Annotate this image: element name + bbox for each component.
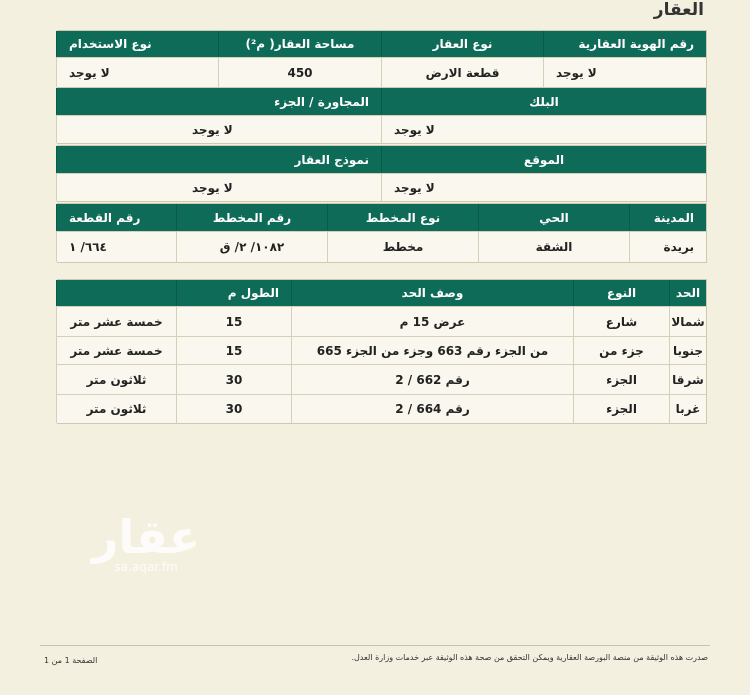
table-cell: من الجزء رقم 663 وجزء من الجزء 665 [291, 336, 573, 364]
property-info-table [57, 30, 707, 88]
value-property-type: قطعة الارض [381, 57, 543, 87]
value-city: بريدة [629, 231, 706, 262]
footer-divider [40, 645, 710, 646]
table-cell: خمسة عشر متر [56, 336, 176, 364]
value-usage-type: لا يوجد [56, 57, 218, 87]
header-boundary-description: وصف الحد [291, 280, 573, 306]
table-cell: ثلاثون متر [56, 394, 176, 423]
value-block: لا يوجد [381, 115, 706, 143]
city-info-table [57, 203, 707, 263]
table-cell: خمسة عشر متر [56, 306, 176, 336]
header-plan-number: رقم المخطط [176, 204, 327, 231]
value-plan-type: مخطط [327, 231, 478, 262]
table-cell: جزء من [573, 336, 669, 364]
table-cell: جنوبا [669, 336, 706, 364]
header-length-words [56, 280, 176, 306]
table-cell: 30 [176, 394, 291, 423]
value-plot-number: ٦٦٤/ ١ [56, 231, 176, 262]
header-property-model: نموذج العقار [56, 146, 381, 173]
header-plan-type: نوع المخطط [327, 204, 478, 231]
header-length: الطول م [176, 280, 291, 306]
table-cell: الجزء [573, 364, 669, 394]
value-plan-number: ١٠٨٢/ ٢/ ق [176, 231, 327, 262]
watermark-url: sa.aqar.fm [114, 560, 178, 574]
location-info-table [57, 145, 707, 202]
value-district: الشقة [478, 231, 629, 262]
table-cell: شمالا [669, 306, 706, 336]
page-number: الصفحة 1 من 1 [44, 656, 98, 665]
header-district: الحي [478, 204, 629, 231]
table-cell: الجزء [573, 394, 669, 423]
table-cell: شرقا [669, 364, 706, 394]
boundaries-table [57, 279, 707, 424]
header-property-area: مساحة العقار( م²) [218, 31, 381, 57]
value-neighborhood-part: لا يوجد [56, 115, 381, 143]
table-cell: شارع [573, 306, 669, 336]
header-location: الموقع [381, 146, 706, 173]
header-neighborhood-part: المجاورة / الجزء [56, 88, 381, 115]
header-property-id: رقم الهوية العقارية [543, 31, 706, 57]
header-block: البلك [381, 88, 706, 115]
table-cell: غربا [669, 394, 706, 423]
header-plot-number: رقم القطعة [56, 204, 176, 231]
header-usage-type: نوع الاستخدام [56, 31, 218, 57]
table-cell: عرض 15 م [291, 306, 573, 336]
table-cell: 30 [176, 364, 291, 394]
watermark-logo: عقار [92, 510, 201, 564]
table-cell: 15 [176, 306, 291, 336]
value-property-area: 450 [218, 57, 381, 87]
value-property-id: لا يوجد [543, 57, 706, 87]
table-cell: رقم 662 / 2 [291, 364, 573, 394]
table-cell: رقم 664 / 2 [291, 394, 573, 423]
value-location: لا يوجد [381, 173, 706, 201]
header-boundary: الحد [669, 280, 706, 306]
section-title: العقار [653, 0, 704, 20]
value-property-model: لا يوجد [56, 173, 381, 201]
header-boundary-type: النوع [573, 280, 669, 306]
header-city: المدينة [629, 204, 706, 231]
block-info-table [57, 87, 707, 144]
header-property-type: نوع العقار [381, 31, 543, 57]
footer-note: صدرت هذه الوثيقة من منصة البورصة العقارية ويمكن التحقق من صحة هذه الوثيقة عبر خدمات وزارة العدل. [351, 653, 708, 662]
aqar-watermark [92, 512, 200, 574]
table-cell: ثلاثون متر [56, 364, 176, 394]
table-cell: 15 [176, 336, 291, 364]
